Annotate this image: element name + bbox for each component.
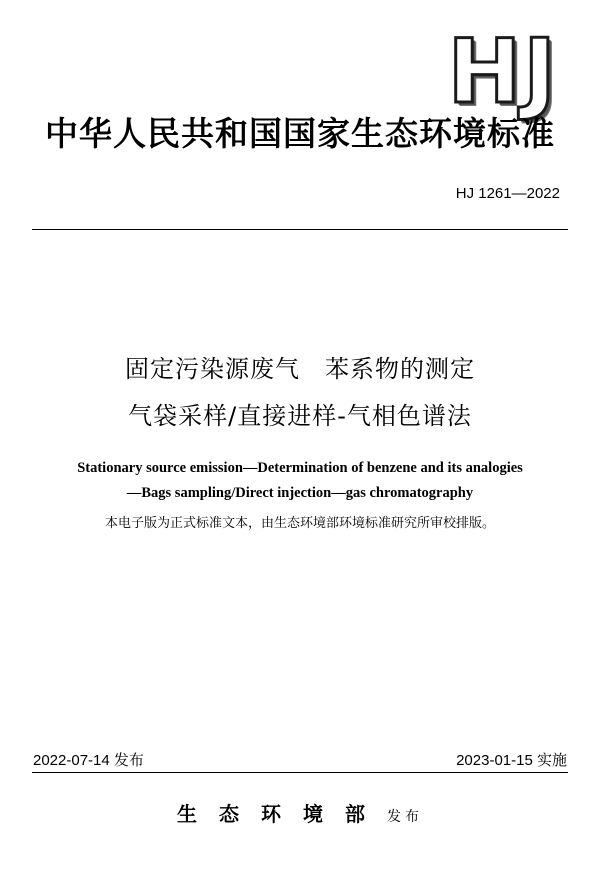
english-title-line-1: Stationary source emission—Determination of benzene and its analogies: [77, 460, 523, 476]
publisher-org: 生态环境部: [177, 802, 387, 826]
org-title: 中华人民共和国国家生态环境标准: [45, 114, 555, 153]
english-title-line-2: —Bags sampling/Direct injection—gas chromatography: [126, 485, 474, 501]
top-divider: [32, 229, 568, 230]
hj-logo: HJ: [447, 20, 558, 123]
issue-date: 2022-07-14 发布: [33, 752, 144, 769]
bottom-divider: [32, 772, 568, 773]
edition-note: 本电子版为正式标准文本，由生态环境部环境标准研究所审校排版。: [104, 516, 495, 531]
chinese-title-line-1: 固定污染源废气 苯系物的测定: [125, 355, 475, 383]
publisher-suffix: 发布: [387, 809, 423, 825]
standard-number: HJ 1261—2022: [455, 185, 560, 202]
publisher: [0, 798, 600, 827]
implementation-date: 2023-01-15 实施: [456, 752, 567, 769]
chinese-title-line-2: 气袋采样/直接进样-气相色谱法: [128, 402, 472, 430]
